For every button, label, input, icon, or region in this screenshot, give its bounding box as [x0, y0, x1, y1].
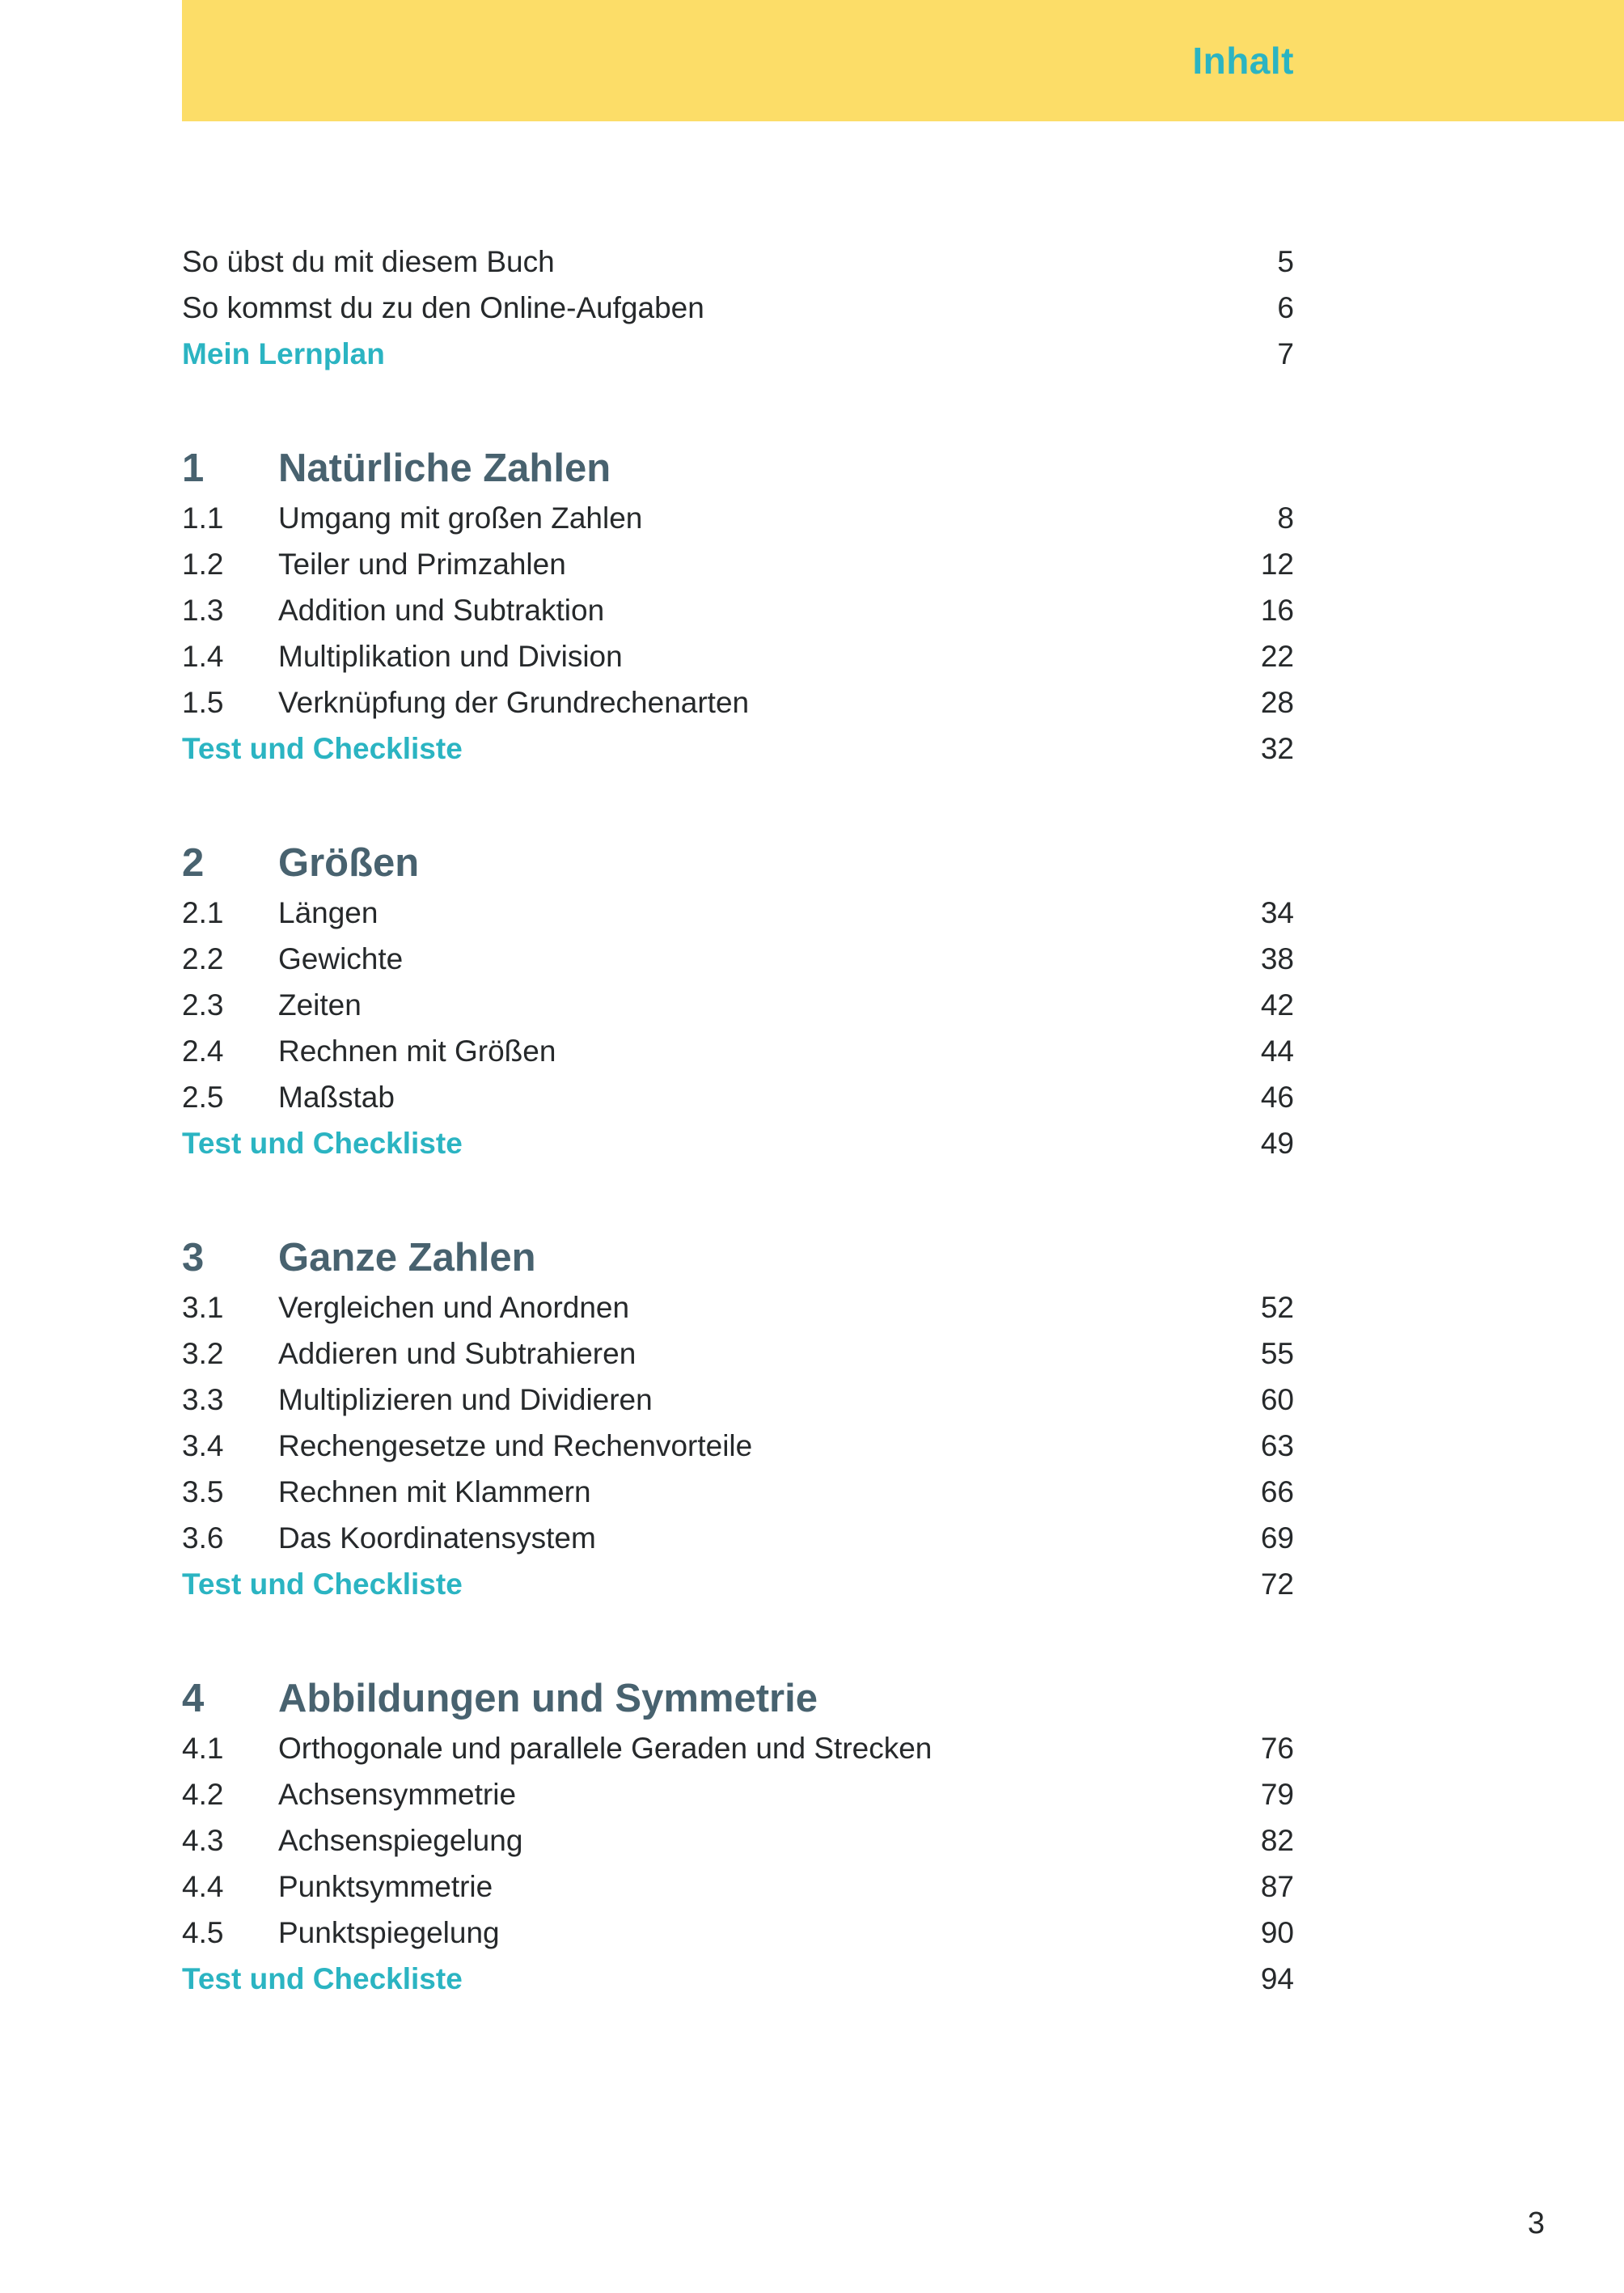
toc-chapter: [182, 1672, 1294, 2002]
toc-section-row: [182, 1423, 1294, 1469]
chapter-heading: [182, 836, 1294, 890]
section-page-number: 76: [1260, 1732, 1294, 1765]
test-page-number: 32: [1260, 732, 1294, 765]
section-title: Addition und Subtraktion: [278, 594, 605, 627]
toc-section-row: [182, 633, 1294, 679]
row-label: So kommst du zu den Online-Aufgaben: [182, 291, 704, 324]
toc-content: [182, 239, 1294, 2002]
header-band: [182, 0, 1624, 121]
section-number: 2.1: [182, 896, 224, 929]
section-page-number: 82: [1260, 1824, 1294, 1857]
toc-section-row: [182, 936, 1294, 982]
section-page-number: 44: [1260, 1034, 1294, 1068]
section-number: 3.6: [182, 1521, 224, 1555]
section-page-number: 34: [1260, 896, 1294, 929]
section-title: Längen: [278, 896, 379, 929]
toc-test-row: [182, 1956, 1294, 2002]
toc-section-row: [182, 1515, 1294, 1561]
toc-section-row: [182, 1377, 1294, 1423]
row-page-number: 7: [1277, 337, 1294, 370]
section-page-number: 63: [1260, 1429, 1294, 1462]
chapter-title: Ganze Zahlen: [278, 1235, 536, 1280]
section-number: 4.1: [182, 1732, 224, 1765]
toc-section-row: [182, 495, 1294, 541]
section-page-number: 90: [1260, 1916, 1294, 1949]
section-number: 1.1: [182, 501, 224, 535]
row-label: So übst du mit diesem Buch: [182, 245, 555, 278]
chapter-number: 1: [182, 446, 205, 490]
toc-section-row: [182, 587, 1294, 633]
section-number: 1.5: [182, 686, 224, 719]
test-label: Test und Checkliste: [182, 732, 463, 765]
section-number: 2.3: [182, 988, 224, 1022]
page-title: Inhalt: [1192, 40, 1294, 82]
toc-section-row: [182, 1284, 1294, 1331]
section-number: 4.4: [182, 1870, 224, 1903]
section-number: 3.2: [182, 1337, 224, 1370]
section-number: 4.3: [182, 1824, 224, 1857]
section-title: Maßstab: [278, 1081, 395, 1114]
section-page-number: 16: [1260, 594, 1294, 627]
test-page-number: 94: [1260, 1962, 1294, 1995]
section-number: 4.5: [182, 1916, 224, 1949]
section-title: Das Koordinatensystem: [278, 1521, 596, 1555]
intro-list: [182, 239, 1294, 377]
section-number: 3.1: [182, 1291, 224, 1324]
toc-section-row: [182, 982, 1294, 1028]
section-page-number: 22: [1260, 640, 1294, 673]
section-number: 1.2: [182, 548, 224, 581]
toc-intro-row: [182, 331, 1294, 377]
chapter-number: 2: [182, 840, 205, 885]
section-list: [182, 1284, 1294, 1607]
chapter-heading: [182, 1231, 1294, 1284]
section-number: 2.2: [182, 942, 224, 975]
section-title: Multiplizieren und Dividieren: [278, 1383, 653, 1416]
section-title: Rechnen mit Klammern: [278, 1475, 591, 1508]
toc-test-row: [182, 1120, 1294, 1166]
section-list: [182, 1725, 1294, 2002]
section-page-number: 87: [1260, 1870, 1294, 1903]
toc-section-row: [182, 1074, 1294, 1120]
section-page-number: 12: [1260, 548, 1294, 581]
section-title: Orthogonale und parallele Geraden und Strecken: [278, 1732, 933, 1765]
section-title: Rechengesetze und Rechenvorteile: [278, 1429, 753, 1462]
section-list: [182, 890, 1294, 1166]
test-label: Test und Checkliste: [182, 1127, 463, 1160]
section-title: Teiler und Primzahlen: [278, 548, 566, 581]
toc-section-row: [182, 679, 1294, 726]
toc-section-row: [182, 1331, 1294, 1377]
toc-chapter: [182, 836, 1294, 1166]
toc-section-row: [182, 541, 1294, 587]
section-number: 1.4: [182, 640, 224, 673]
section-number: 4.2: [182, 1778, 224, 1811]
section-number: 3.3: [182, 1383, 224, 1416]
section-page-number: 46: [1260, 1081, 1294, 1114]
section-page-number: 69: [1260, 1521, 1294, 1555]
toc-section-row: [182, 1910, 1294, 1956]
section-title: Punktspiegelung: [278, 1916, 500, 1949]
toc-test-row: [182, 726, 1294, 772]
section-page-number: 66: [1260, 1475, 1294, 1508]
section-number: 3.5: [182, 1475, 224, 1508]
section-title: Multiplikation und Division: [278, 640, 623, 673]
section-title: Rechnen mit Größen: [278, 1034, 556, 1068]
section-title: Gewichte: [278, 942, 404, 975]
section-page-number: 42: [1260, 988, 1294, 1022]
toc-intro-row: [182, 285, 1294, 331]
toc-section-row: [182, 1469, 1294, 1515]
section-title: Verknüpfung der Grundrechenarten: [278, 686, 750, 719]
chapter-title: Natürliche Zahlen: [278, 446, 611, 490]
section-title: Vergleichen und Anordnen: [278, 1291, 630, 1324]
section-number: 1.3: [182, 594, 224, 627]
section-title: Umgang mit großen Zahlen: [278, 501, 643, 535]
toc-chapter: [182, 442, 1294, 772]
row-page-number: 5: [1277, 245, 1294, 278]
toc-section-row: [182, 1725, 1294, 1771]
chapter-title: Größen: [278, 840, 420, 885]
section-number: 3.4: [182, 1429, 224, 1462]
section-page-number: 38: [1260, 942, 1294, 975]
test-page-number: 72: [1260, 1567, 1294, 1601]
section-page-number: 8: [1277, 501, 1294, 535]
section-page-number: 52: [1260, 1291, 1294, 1324]
section-page-number: 55: [1260, 1337, 1294, 1370]
section-title: Addieren und Subtrahieren: [278, 1337, 636, 1370]
section-title: Achsensymmetrie: [278, 1778, 517, 1811]
toc-chapter: [182, 1231, 1294, 1607]
section-title: Achsenspiegelung: [278, 1824, 523, 1857]
chapter-title: Abbildungen und Symmetrie: [278, 1676, 818, 1720]
toc-section-row: [182, 1028, 1294, 1074]
section-title: Zeiten: [278, 988, 362, 1022]
toc-section-row: [182, 890, 1294, 936]
section-title: Punktsymmetrie: [278, 1870, 493, 1903]
chapter-number: 4: [182, 1676, 205, 1720]
test-label: Test und Checkliste: [182, 1962, 463, 1995]
section-page-number: 28: [1260, 686, 1294, 719]
toc-intro-row: [182, 239, 1294, 285]
row-page-number: 6: [1277, 291, 1294, 324]
footer-page-number: 3: [1527, 2206, 1545, 2240]
section-page-number: 60: [1260, 1383, 1294, 1416]
row-label: Mein Lernplan: [182, 337, 385, 370]
section-number: 2.4: [182, 1034, 224, 1068]
toc-section-row: [182, 1771, 1294, 1817]
section-list: [182, 495, 1294, 772]
chapter-heading: [182, 1672, 1294, 1725]
toc-section-row: [182, 1817, 1294, 1864]
test-page-number: 49: [1260, 1127, 1294, 1160]
section-number: 2.5: [182, 1081, 224, 1114]
chapter-heading: [182, 442, 1294, 495]
toc-test-row: [182, 1561, 1294, 1607]
section-page-number: 79: [1260, 1778, 1294, 1811]
toc-section-row: [182, 1864, 1294, 1910]
chapter-number: 3: [182, 1235, 205, 1280]
test-label: Test und Checkliste: [182, 1567, 463, 1601]
chapter-list: [182, 442, 1294, 2002]
